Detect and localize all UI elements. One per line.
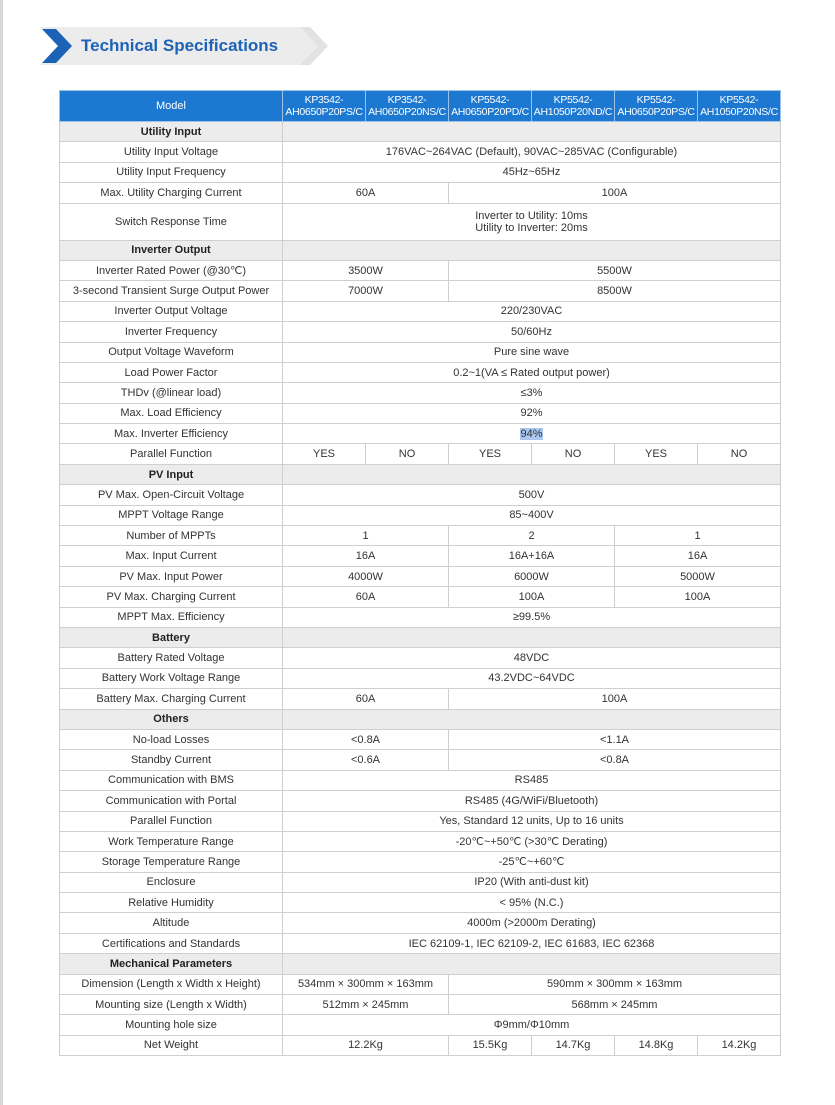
spec-label: Number of MPPTs: [60, 526, 283, 546]
spec-row: [60, 301, 781, 321]
model-column-header: [698, 91, 781, 122]
model-line1: KP5542-: [719, 94, 759, 106]
spec-row: [60, 566, 781, 586]
model-column-header: [449, 91, 532, 122]
spec-row: [60, 203, 781, 240]
spec-label: No-load Losses: [60, 729, 283, 749]
spec-value: 100A: [449, 689, 781, 709]
spec-row: [60, 995, 781, 1015]
spec-row: [60, 362, 781, 382]
spec-table: [59, 90, 781, 1056]
spec-label: Max. Utility Charging Current: [60, 183, 283, 203]
spec-value: 7000W: [283, 281, 449, 301]
section-title: Others: [60, 709, 283, 729]
spec-value: 16A: [283, 546, 449, 566]
spec-value: 1: [283, 526, 449, 546]
spec-value: <0.8A: [449, 750, 781, 770]
spec-row: [60, 505, 781, 525]
spec-label: Communication with BMS: [60, 770, 283, 790]
spec-value: Pure sine wave: [283, 342, 781, 362]
spec-value: 4000m (>2000m Derating): [283, 913, 781, 933]
spec-value: -25℃~+60℃: [283, 852, 781, 872]
spec-label: Storage Temperature Range: [60, 852, 283, 872]
model-column-header: [366, 91, 449, 122]
spec-label: Certifications and Standards: [60, 933, 283, 953]
page-edge-bar: [0, 0, 3, 1105]
section-title: PV Input: [60, 464, 283, 484]
spec-label: Output Voltage Waveform: [60, 342, 283, 362]
spec-label: Max. Load Efficiency: [60, 403, 283, 423]
spec-label: Dimension (Length x Width x Height): [60, 974, 283, 994]
spec-value: 2: [449, 526, 615, 546]
spec-value: 50/60Hz: [283, 322, 781, 342]
spec-label: Parallel Function: [60, 811, 283, 831]
spec-value: 60A: [283, 183, 449, 203]
spec-value: < 95% (N.C.): [283, 893, 781, 913]
spec-row: [60, 485, 781, 505]
spec-label: PV Max. Charging Current: [60, 587, 283, 607]
section-row: [60, 627, 781, 647]
spec-row: [60, 1015, 781, 1035]
spec-value: NO: [698, 444, 781, 464]
spec-value: ≥99.5%: [283, 607, 781, 627]
spec-label: Communication with Portal: [60, 791, 283, 811]
spec-value: IEC 62109-1, IEC 62109-2, IEC 61683, IEC 62368: [283, 933, 781, 953]
spec-label: Standby Current: [60, 750, 283, 770]
model-line1: KP3542-: [387, 94, 427, 106]
spec-label: Inverter Rated Power (@30℃): [60, 260, 283, 280]
spec-row: [60, 424, 781, 444]
spec-label: Mounting size (Length x Width): [60, 995, 283, 1015]
highlighted-value: 94%: [520, 427, 543, 440]
spec-row: [60, 526, 781, 546]
spec-label: Inverter Frequency: [60, 322, 283, 342]
page-title: Technical Specifications: [81, 36, 279, 55]
spec-label: Max. Inverter Efficiency: [60, 424, 283, 444]
spec-value: Yes, Standard 12 units, Up to 16 units: [283, 811, 781, 831]
section-title: Inverter Output: [60, 240, 283, 260]
spec-value: 100A: [449, 587, 615, 607]
spec-value: 14.2Kg: [698, 1035, 781, 1055]
spec-label: PV Max. Open-Circuit Voltage: [60, 485, 283, 505]
model-line1: KP5542-: [470, 94, 510, 106]
spec-value: RS485: [283, 770, 781, 790]
spec-row: [60, 607, 781, 627]
model-line2: AH0650P20PS/C: [285, 106, 363, 118]
spec-row: [60, 403, 781, 423]
model-line2: AH0650P20PS/C: [617, 106, 695, 118]
model-header-row: [60, 91, 781, 122]
spec-row: [60, 872, 781, 892]
spec-row: [60, 546, 781, 566]
spec-value: 5000W: [615, 566, 781, 586]
spec-value: 60A: [283, 587, 449, 607]
spec-value: 0.2~1(VA ≤ Rated output power): [283, 362, 781, 382]
spec-row: [60, 142, 781, 162]
spec-row: [60, 162, 781, 182]
section-fill: [283, 240, 781, 260]
spec-value: 60A: [283, 689, 449, 709]
spec-value: <1.1A: [449, 729, 781, 749]
section-title: Battery: [60, 627, 283, 647]
spec-label: Battery Work Voltage Range: [60, 668, 283, 688]
spec-value: 5500W: [449, 260, 781, 280]
spec-value: 48VDC: [283, 648, 781, 668]
model-line1: KP3542-: [304, 94, 344, 106]
spec-row: [60, 933, 781, 953]
spec-value: 100A: [449, 183, 781, 203]
spec-row: [60, 831, 781, 851]
section-row: [60, 464, 781, 484]
model-line1: KP5542-: [636, 94, 676, 106]
model-label: Model: [60, 91, 283, 122]
spec-value: RS485 (4G/WiFi/Bluetooth): [283, 791, 781, 811]
spec-value: YES: [449, 444, 532, 464]
model-column-header: [283, 91, 366, 122]
spec-value: YES: [615, 444, 698, 464]
section-fill: [283, 627, 781, 647]
spec-value-line: Utility to Inverter: 20ms: [475, 221, 588, 234]
spec-value: NO: [366, 444, 449, 464]
spec-row: [60, 791, 781, 811]
spec-value: 500V: [283, 485, 781, 505]
spec-value: 16A+16A: [449, 546, 615, 566]
spec-value: IP20 (With anti-dust kit): [283, 872, 781, 892]
spec-label: Battery Rated Voltage: [60, 648, 283, 668]
spec-value: NO: [532, 444, 615, 464]
spec-value: 568mm × 245mm: [449, 995, 781, 1015]
model-column-header: [615, 91, 698, 122]
spec-value: 6000W: [449, 566, 615, 586]
spec-row: [60, 689, 781, 709]
spec-value: <0.6A: [283, 750, 449, 770]
spec-row: [60, 342, 781, 362]
spec-value: Φ9mm/Φ10mm: [283, 1015, 781, 1035]
spec-value: 220/230VAC: [283, 301, 781, 321]
spec-value: 3500W: [283, 260, 449, 280]
section-fill: [283, 954, 781, 974]
section-row: [60, 122, 781, 142]
spec-row: [60, 183, 781, 203]
section-row: [60, 709, 781, 729]
spec-row: [60, 729, 781, 749]
model-line1: KP5542-: [553, 94, 593, 106]
spec-label: Battery Max. Charging Current: [60, 689, 283, 709]
section-fill: [283, 122, 781, 142]
spec-label: Work Temperature Range: [60, 831, 283, 851]
section-title: Mechanical Parameters: [60, 954, 283, 974]
spec-value: 590mm × 300mm × 163mm: [449, 974, 781, 994]
spec-row: [60, 811, 781, 831]
model-line2: AH1050P20NS/C: [700, 106, 778, 118]
spec-value: [283, 424, 781, 444]
model-line2: AH0650P20PD/C: [451, 106, 529, 118]
section-header: [0, 27, 330, 65]
spec-label: Mounting hole size: [60, 1015, 283, 1035]
spec-label: Utility Input Frequency: [60, 162, 283, 182]
section-title: Utility Input: [60, 122, 283, 142]
spec-label: Utility Input Voltage: [60, 142, 283, 162]
section-fill: [283, 709, 781, 729]
spec-label: PV Max. Input Power: [60, 566, 283, 586]
spec-value: 100A: [615, 587, 781, 607]
spec-label: Inverter Output Voltage: [60, 301, 283, 321]
spec-row: [60, 974, 781, 994]
spec-value: [283, 203, 781, 240]
spec-row: [60, 770, 781, 790]
spec-row: [60, 383, 781, 403]
spec-value: YES: [283, 444, 366, 464]
spec-value: 43.2VDC~64VDC: [283, 668, 781, 688]
spec-label: Relative Humidity: [60, 893, 283, 913]
spec-label: Max. Input Current: [60, 546, 283, 566]
spec-value: 14.7Kg: [532, 1035, 615, 1055]
spec-row: [60, 913, 781, 933]
spec-row: [60, 587, 781, 607]
spec-row: [60, 1035, 781, 1055]
model-line2: AH1050P20ND/C: [533, 106, 613, 118]
spec-value: 92%: [283, 403, 781, 423]
spec-value: 4000W: [283, 566, 449, 586]
spec-row: [60, 260, 781, 280]
spec-value: -20℃~+50℃ (>30℃ Derating): [283, 831, 781, 851]
spec-value: 14.8Kg: [615, 1035, 698, 1055]
spec-value: 16A: [615, 546, 781, 566]
spec-label: Load Power Factor: [60, 362, 283, 382]
spec-row: [60, 668, 781, 688]
spec-row: [60, 852, 781, 872]
model-line2: AH0650P20NS/C: [368, 106, 446, 118]
spec-value: 534mm × 300mm × 163mm: [283, 974, 449, 994]
spec-label: MPPT Voltage Range: [60, 505, 283, 525]
spec-label: MPPT Max. Efficiency: [60, 607, 283, 627]
spec-value: 512mm × 245mm: [283, 995, 449, 1015]
spec-value: 45Hz~65Hz: [283, 162, 781, 182]
spec-label: Parallel Function: [60, 444, 283, 464]
section-row: [60, 954, 781, 974]
spec-value: 8500W: [449, 281, 781, 301]
section-row: [60, 240, 781, 260]
spec-label: Enclosure: [60, 872, 283, 892]
spec-value: ≤3%: [283, 383, 781, 403]
spec-label: Net Weight: [60, 1035, 283, 1055]
spec-label: Switch Response Time: [60, 203, 283, 240]
spec-value: 1: [615, 526, 781, 546]
spec-label: Altitude: [60, 913, 283, 933]
spec-value-line: Inverter to Utility: 10ms: [475, 209, 588, 222]
spec-value: 176VAC~264VAC (Default), 90VAC~285VAC (Configurable): [283, 142, 781, 162]
section-fill: [283, 464, 781, 484]
spec-value: 85~400V: [283, 505, 781, 525]
spec-value: 15.5Kg: [449, 1035, 532, 1055]
spec-row: [60, 281, 781, 301]
spec-row: [60, 322, 781, 342]
spec-value: 12.2Kg: [283, 1035, 449, 1055]
spec-label: 3-second Transient Surge Output Power: [60, 281, 283, 301]
spec-row: [60, 750, 781, 770]
spec-row: [60, 444, 781, 464]
spec-label: THDv (@linear load): [60, 383, 283, 403]
spec-row: [60, 648, 781, 668]
spec-value: <0.8A: [283, 729, 449, 749]
spec-row: [60, 893, 781, 913]
model-column-header: [532, 91, 615, 122]
